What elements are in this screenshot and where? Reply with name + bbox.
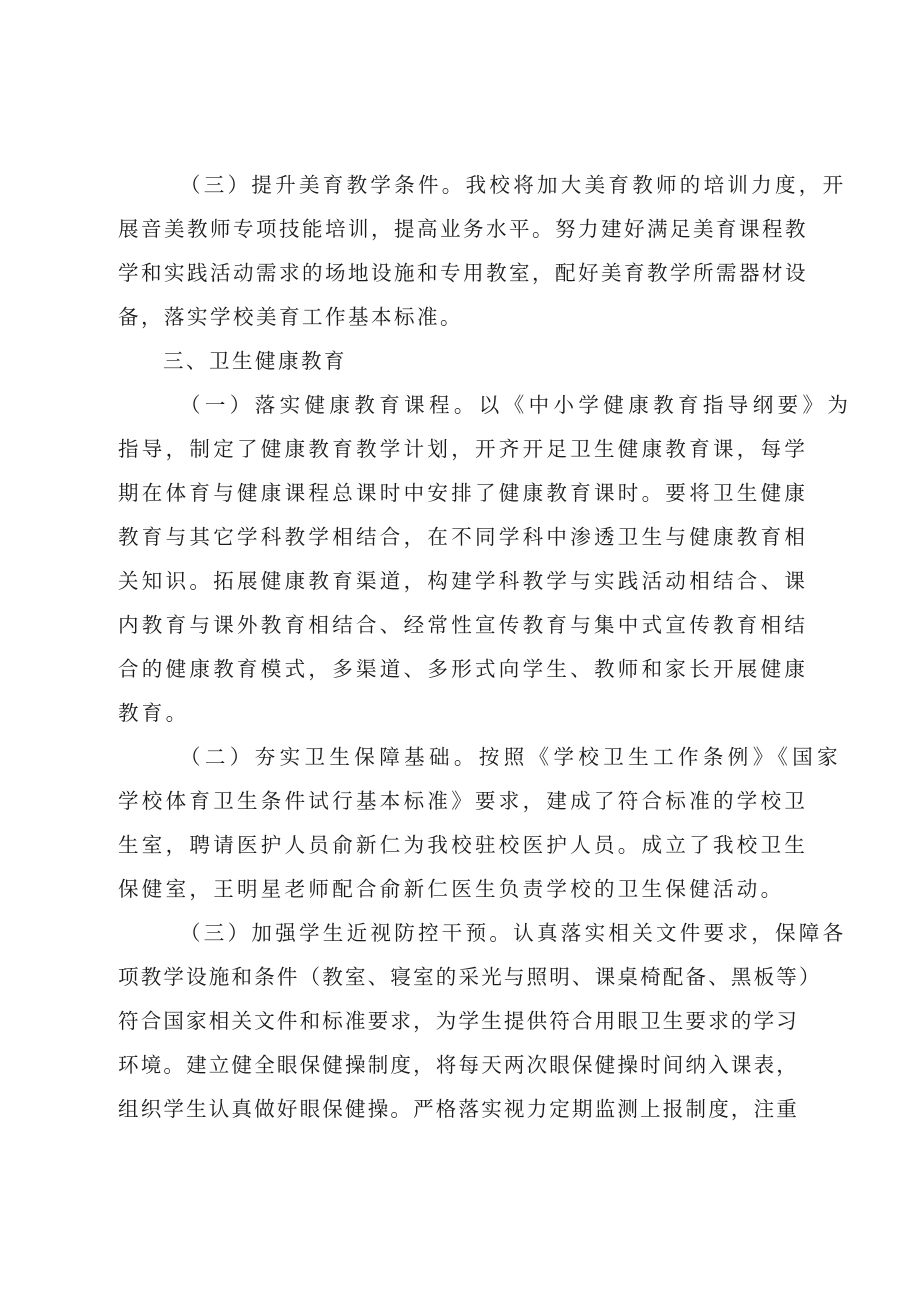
para-aesthetic-conditions-line-2: 展音美教师专项技能培训，提高业务水平。努力建好满足美育课程教	[118, 217, 808, 241]
para-health-course-line-2: 指导，制定了健康教育教学计划，开齐开足卫生健康教育课，每学	[118, 437, 809, 461]
para-health-course-line-6: 内教育与课外教育相结合、经常性宣传教育与集中式宣传教育相结	[118, 613, 809, 637]
para-aesthetic-conditions-line-4: 备，落实学校美育工作基本标准。	[118, 305, 463, 329]
para-myopia-line-3: 符合国家相关文件和标准要求，为学生提供符合用眼卫生要求的学习	[118, 1009, 799, 1033]
para-aesthetic-conditions-line-1: （三）提升美育教学条件。我校将加大美育教师的培训力度，开	[180, 173, 847, 197]
para-aesthetic-conditions-line-3: 学和实践活动需求的场地设施和专用教室，配好美育教学所需器材设	[118, 261, 808, 285]
para-health-course-line-1: （一）落实健康教育课程。以《中小学健康教育指导纲要》为	[180, 393, 853, 417]
section-heading-health-education: 三、卫生健康教育	[163, 349, 347, 373]
para-myopia-line-5: 组织学生认真做好眼保健操。严格落实视力定期监测上报制度，注重	[118, 1097, 799, 1121]
para-health-course-line-8: 教育。	[118, 701, 190, 725]
para-myopia-line-1: （三）加强学生近视防控干预。认真落实相关文件要求，保障各	[180, 921, 847, 945]
para-health-foundation-line-4: 保健室，王明星老师配合俞新仁医生负责学校的卫生保健活动。	[118, 877, 785, 901]
para-health-foundation-line-1: （二）夯实卫生保障基础。按照《学校卫生工作条例》《国家	[180, 745, 843, 769]
para-health-course-line-4: 教育与其它学科教学相结合，在不同学科中渗透卫生与健康教育相	[118, 525, 809, 549]
para-myopia-line-4: 环境。建立健全眼保健操制度，将每天两次眼保健操时间纳入课表，	[118, 1053, 799, 1077]
para-myopia-line-2: 项教学设施和条件（教室、寝室的采光与照明、课桌椅配备、黑板等）	[118, 965, 822, 989]
para-health-foundation-line-3: 生室，聘请医护人员俞新仁为我校驻校医护人员。成立了我校卫生	[118, 833, 809, 857]
para-health-course-line-3: 期在体育与健康课程总课时中安排了健康教育课时。要将卫生健康	[118, 481, 809, 505]
para-health-course-line-7: 合的健康教育模式，多渠道、多形式向学生、教师和家长开展健康	[118, 657, 809, 681]
para-health-foundation-line-2: 学校体育卫生条件试行基本标准》要求，建成了符合标准的学校卫	[118, 789, 809, 813]
para-health-course-line-5: 关知识。拓展健康教育渠道，构建学科教学与实践活动相结合、课	[118, 569, 809, 593]
